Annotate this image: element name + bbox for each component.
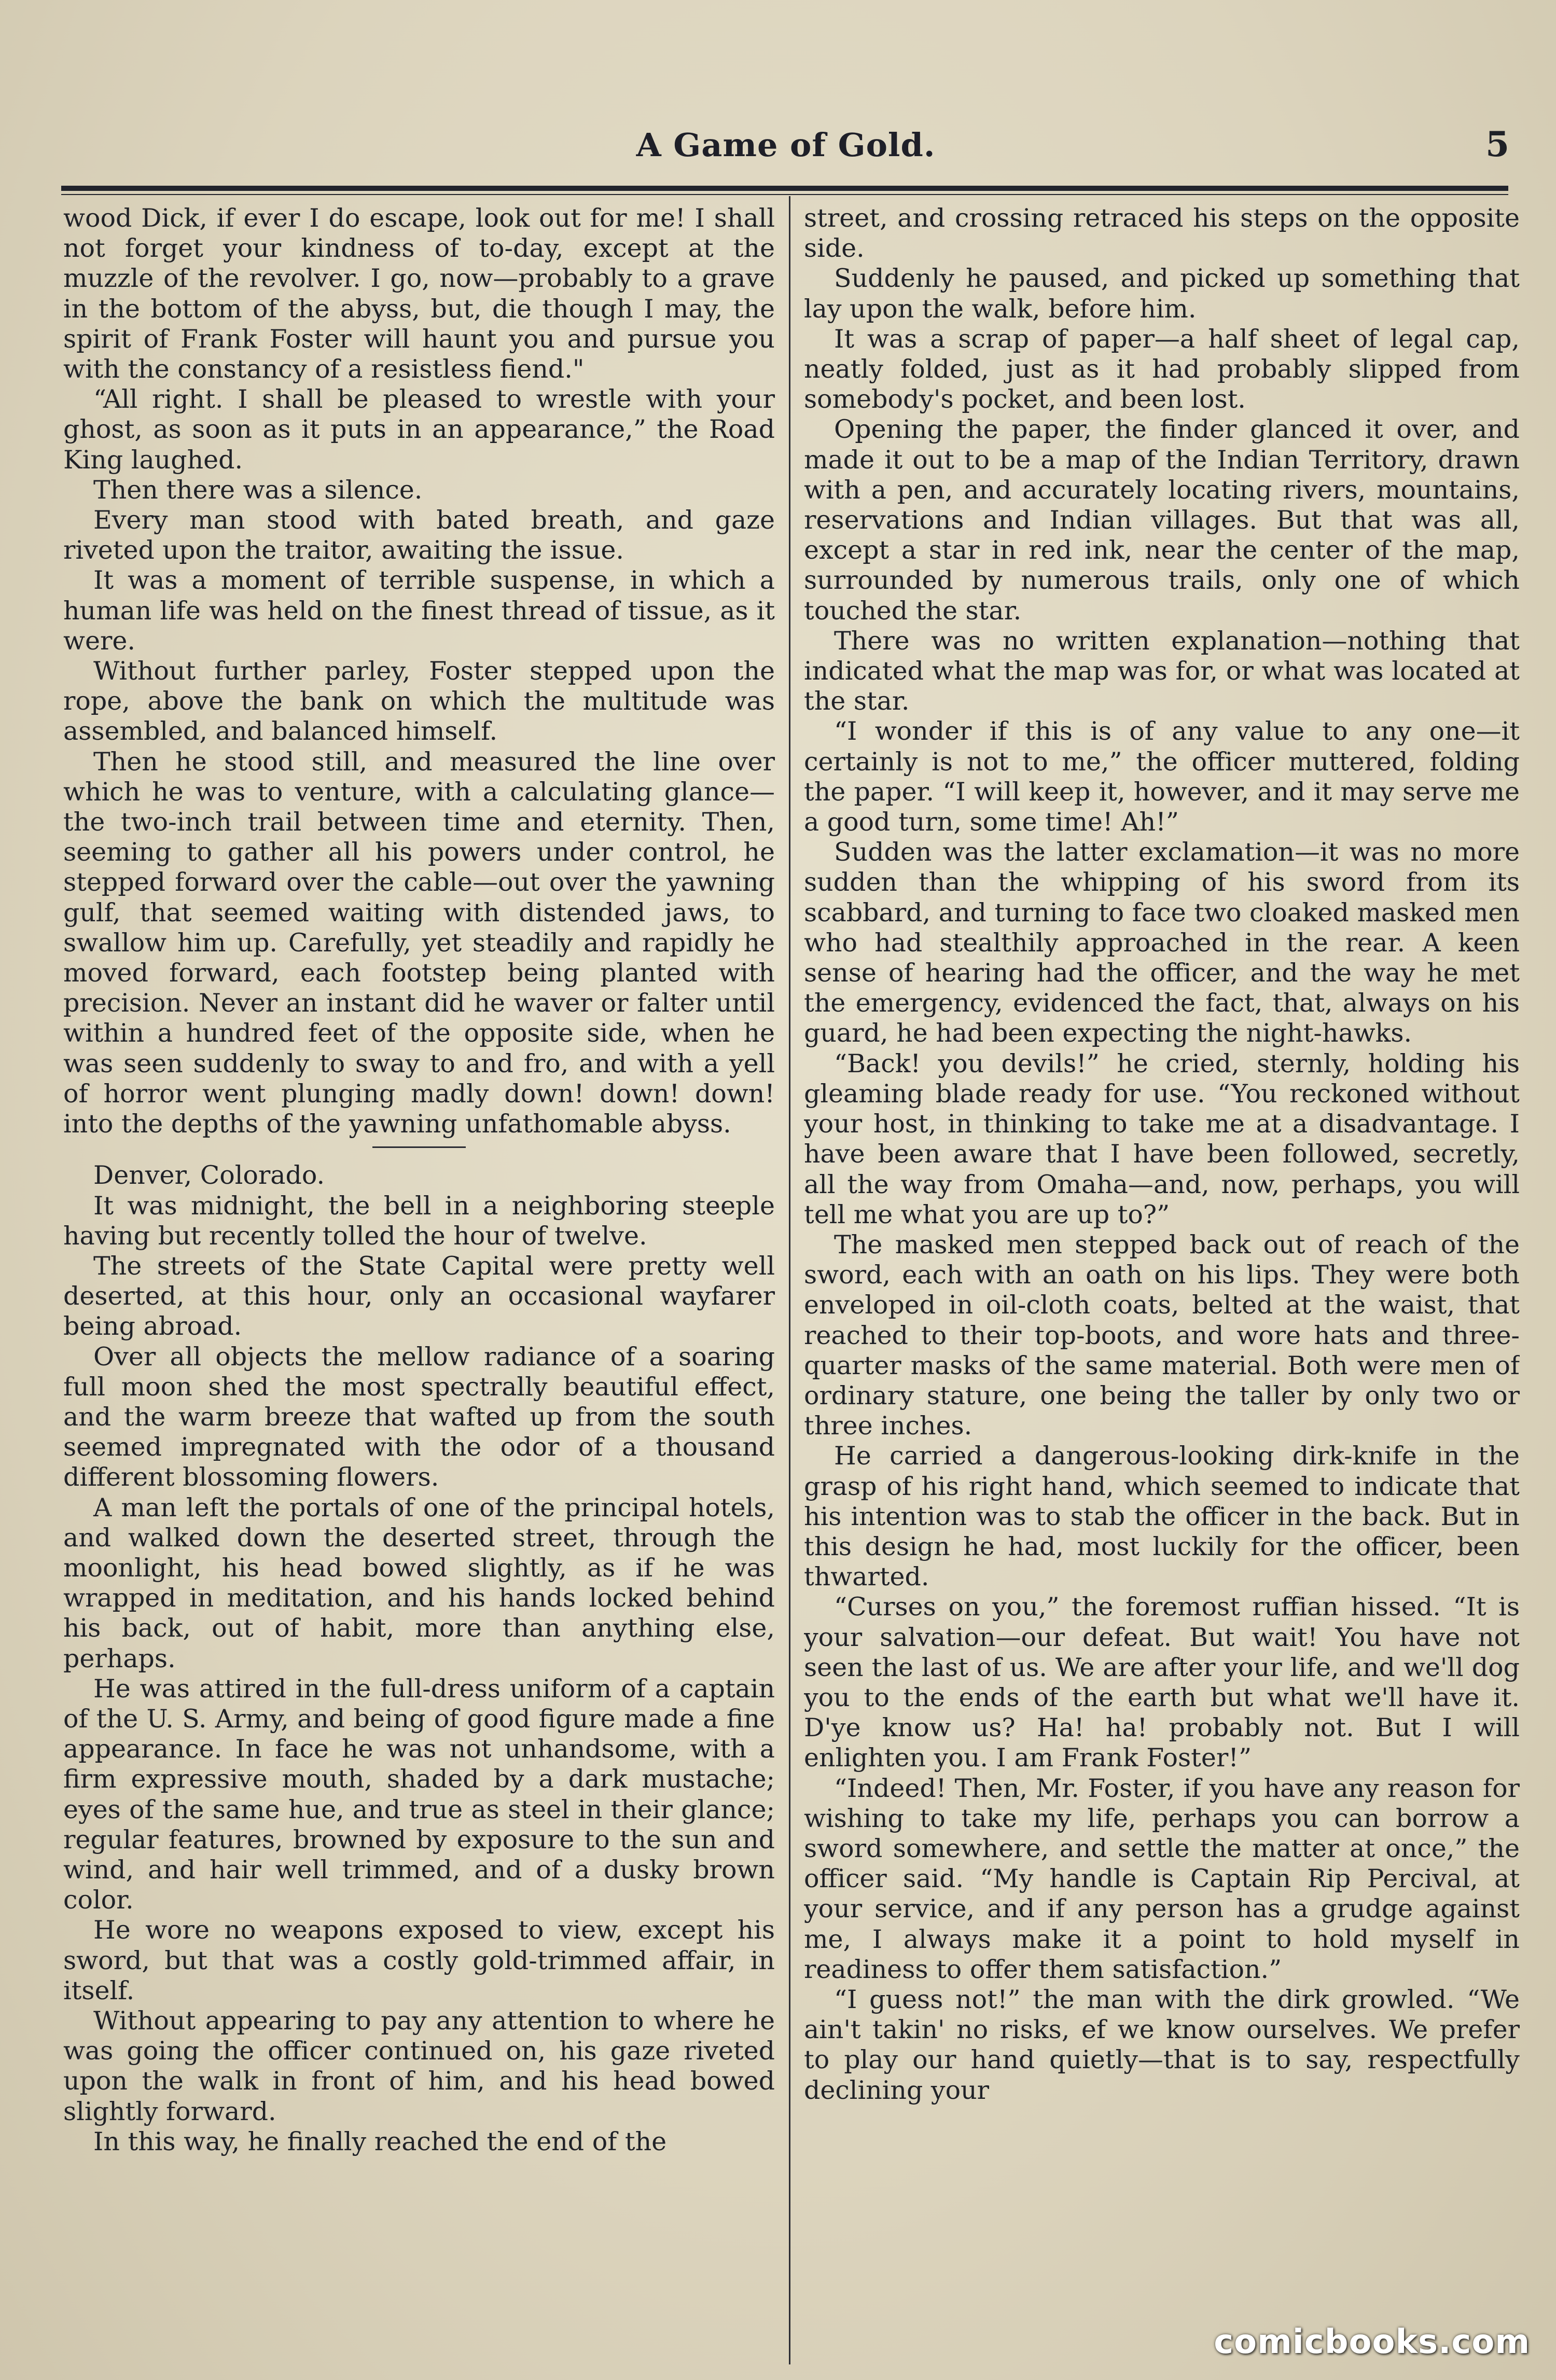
page-number: 5: [1485, 124, 1509, 164]
page-header: [62, 117, 1509, 174]
paragraph: It was a moment of terrible suspense, in which a human life was held on the finest thread of tissue, as it were.: [63, 565, 775, 656]
paragraph: There was no written explanation—nothing that indicated what the map was for, or what was located at the star.: [804, 626, 1520, 716]
paragraph: Without appearing to pay any attention to where he was going the officer continued on, his gaze riveted upon the walk in front of him, and his head bowed slightly forward.: [63, 2005, 775, 2126]
paragraph: The streets of the State Capital were pretty well deserted, at this hour, only an occasional wayfarer being abroad.: [63, 1251, 775, 1341]
header-rule-thin: [61, 194, 1508, 195]
paragraph: He carried a dangerous-looking dirk-knife in the grasp of his right hand, which seemed to indicate that his intention was to stab the officer in the back. But in this design he had, most luckily for the officer, been thwarted.: [804, 1441, 1520, 1592]
paragraph: street, and crossing retraced his steps on the opposite side.: [804, 203, 1520, 264]
right-column: [804, 203, 1520, 2372]
paragraph: Then he stood still, and measured the line over which he was to venture, with a calculating glance—the two-inch trail between time and eternity. Then, seeming to gather all his powers under control, he stepped forward over the cable—out over the yawning gulf, that seemed waiting with distended jaws, to swallow him up. Carefully, yet steadily and rapidly he moved forward, each footstep being planted with precision. Never an instant did he waver or falter until within a hundred feet of the opposite side, when he was seen suddenly to sway to and fro, and with a yell of horror went plunging madly down! down! down! into the depths of the yawning unfathomable abyss.: [63, 746, 775, 1139]
paragraph: Without further parley, Foster stepped upon the rope, above the bank on which the multitude was assembled, and balanced himself.: [63, 656, 775, 746]
paragraph: Every man stood with bated breath, and gaze riveted upon the traitor, awaiting the issue.: [63, 505, 775, 565]
paragraph: He was attired in the full-dress uniform of a captain of the U. S. Army, and being of good figure made a fine appearance. In face he was not unhandsome, with a firm expressive mouth, shaded by a dark mustache; eyes of the same hue, and true as steel in their glance; regular features, browned by exposure to the sun and wind, and hair well trimmed, and of a dusky brown color.: [63, 1673, 775, 1915]
paragraph: “Curses on you,” the foremost ruffian hissed. “It is your salvation—our defeat. But wait! You have not seen the last of us. We are after your life, and we'll dog you to the ends of the earth but what we'll have it. D'ye know us? Ha! ha! probably not. But I will enlighten you. I am Frank Foster!”: [804, 1592, 1520, 1773]
dateline: Denver, Colorado.: [93, 1160, 325, 1191]
paragraph: It was midnight, the bell in a neighboring steeple having but recently tolled the hour of twelve.: [63, 1191, 775, 1251]
column-divider: [789, 196, 790, 2364]
watermark: comicbooks.com: [1214, 2323, 1530, 2361]
paragraph: In this way, he finally reached the end of the: [93, 2126, 667, 2156]
paragraph: He wore no weapons exposed to view, except his sword, but that was a costly gold-trimmed affair, in itself.: [63, 1915, 775, 2005]
paragraph: “Back! you devils!” he cried, sternly, holding his gleaming blade ready for use. “You reckoned without your host, in thinking to take me at a disadvantage. I have been aware that I have been followed, secretly, all the way from Omaha—and, now, perhaps, you will tell me what you are up to?”: [804, 1048, 1520, 1229]
paragraph: “Indeed! Then, Mr. Foster, if you have any reason for wishing to take my life, perhaps you can borrow a sword somewhere, and settle the matter at once,” the officer said. “My handle is Captain Rip Percival, at your service, and if any person has a grudge against me, I always make it a point to hold myself in readiness to offer them satisfaction.”: [804, 1773, 1520, 1984]
paragraph: “All right. I shall be pleased to wrestle with your ghost, as soon as it puts in an appearance,” the Road King laughed.: [63, 384, 775, 475]
paragraph: Opening the paper, the finder glanced it over, and made it out to be a map of the Indian Territory, drawn with a pen, and accurately locating rivers, mountains, reservations and Indian villages. But that was all, except a star in red ink, near the center of the map, surrounded by numerous trails, only one of which touched the star.: [804, 414, 1520, 626]
paragraph: It was a scrap of paper—a half sheet of legal cap, neatly folded, just as it had probably slipped from somebody's pocket, and been lost.: [804, 324, 1520, 414]
section-divider: [372, 1146, 466, 1148]
paragraph: Then there was a silence.: [93, 475, 423, 505]
left-column: [63, 203, 775, 2372]
paragraph: “I wonder if this is of any value to any one—it certainly is not to me,” the officer muttered, folding the paper. “I will keep it, however, and it may serve me a good turn, some time! Ah!”: [804, 716, 1520, 837]
paragraph: wood Dick, if ever I do escape, look out for me! I shall not forget your kindness of to-day, except at the muzzle of the revolver. I go, now—probably to a grave in the bottom of the abyss, but, die though I may, the spirit of Frank Foster will haunt you and pursue you with the constancy of a resistless fiend.": [63, 203, 775, 384]
paragraph: “I guess not!” the man with the dirk growled. “We ain't takin' no risks, ef we know ourselves. We prefer to play our hand quietly—that is to say, respectfully declining your: [804, 1984, 1520, 2105]
paragraph: Suddenly he paused, and picked up something that lay upon the walk, before him.: [804, 264, 1520, 324]
header-rule: [61, 186, 1508, 191]
paragraph: Sudden was the latter exclamation—it was no more sudden than the whipping of his sword from its scabbard, and turning to face two cloaked masked men who had stealthily approached in the rear. A keen sense of hearing had the officer, and the way he met the emergency, evidenced the fact, that, always on his guard, he had been expecting the night-hawks.: [804, 837, 1520, 1048]
paragraph: The masked men stepped back out of reach of the sword, each with an oath on his lips. They were both enveloped in oil-cloth coats, belted at the waist, that reached to their top-boots, and wore hats and three-quarter masks of the same material. Both were men of ordinary stature, one being the taller by only two or three inches.: [804, 1229, 1520, 1441]
page-title: A Game of Gold.: [636, 126, 936, 164]
paragraph: Over all objects the mellow radiance of a soaring full moon shed the most spectrally beautiful effect, and the warm breeze that wafted up from the south seemed impregnated with the odor of a thousand different blossoming flowers.: [63, 1341, 775, 1492]
paragraph: A man left the portals of one of the principal hotels, and walked down the deserted street, through the moonlight, his head bowed slightly, as if he was wrapped in meditation, and his hands locked behind his back, out of habit, more than anything else, perhaps.: [63, 1492, 775, 1673]
